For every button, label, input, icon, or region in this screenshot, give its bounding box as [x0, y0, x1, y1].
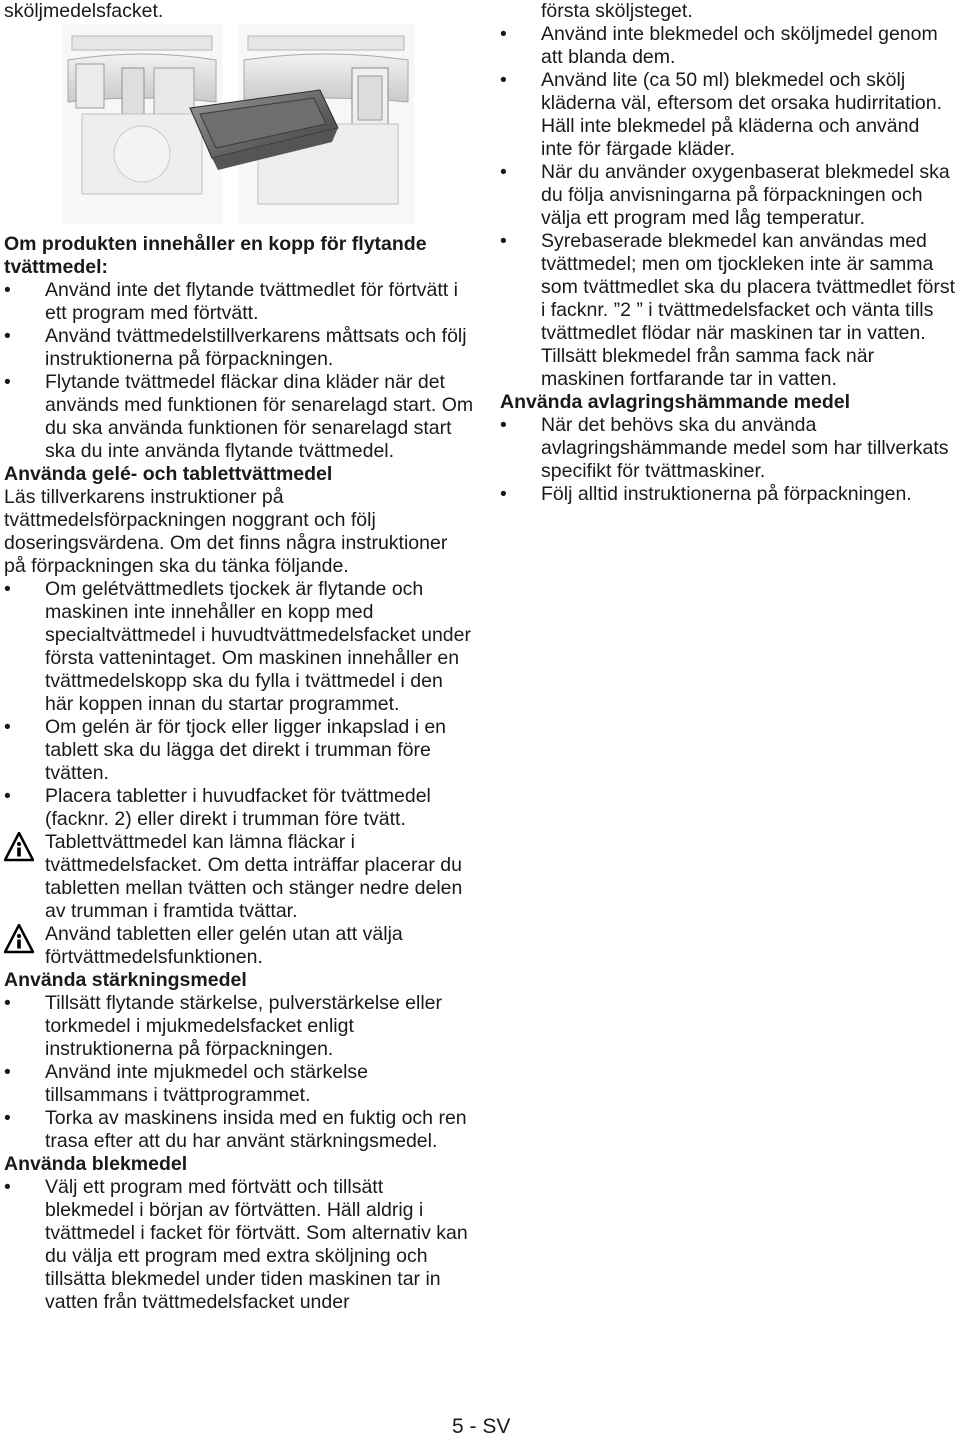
bullet-item: • Följ alltid instruktionerna på förpackningen.: [500, 483, 956, 506]
note-text: Tablettvättmedel kan lämna fläckar i tvättmedelsfacket. Om detta inträffar placerar du tabletten mellan tvätten och stänger nedre delen av trumman i framtida tvättar.: [45, 831, 463, 922]
info-icon: [4, 924, 34, 954]
bullet-item: • Syrebaserade blekmedel kan användas med tvättmedel; men om tjockleken inte är samma som tvättmedlet ska du placera tvättmedlet först i facknr. ”2 ” i tvättmedelsfacket och vänta tills tvättmedlet flödar när maskinen tar in vatten. Tillsätt blekmedel från samma fack när maskinen fortfarande tar in vatten.: [500, 230, 956, 391]
info-note: [4, 923, 474, 969]
left-column: [4, 0, 474, 1314]
bullet-item: • Använd inte mjukmedel och stärkelse tillsammans i tvättprogrammet.: [4, 1061, 474, 1107]
bullet-item: • Tillsätt flytande stärkelse, pulverstärkelse eller torkmedel i mjukmedelsfacket enligt instruktionerna på förpackningen.: [4, 992, 474, 1061]
bullet-item: • Använd inte det flytande tvättmedlet för förtvätt i ett program med förtvätt.: [4, 279, 474, 325]
section-heading: Använda blekmedel: [4, 1153, 188, 1175]
bullet-item: • Använd inte blekmedel och sköljmedel genom att blanda dem.: [500, 23, 956, 69]
bullet-item: • När du använder oxygenbaserat blekmedel ska du följa anvisningarna på förpackningen och välja ett program med låg temperatur.: [500, 161, 956, 230]
note-text: Använd tabletten eller gelén utan att välja förtvättmedelsfunktionen.: [45, 923, 403, 968]
section-heading: Använda stärkningsmedel: [4, 969, 247, 991]
page-number: 5 - SV: [452, 1415, 511, 1438]
bullet-item: • Välj ett program med förtvätt och tillsätt blekmedel i början av förtvätten. Häll aldrig i tvättmedel i facket för förtvätt. Som alternativ kan du välja ett program med extra sköljning och tillsätta blekmedel under tiden maskinen tar in vatten från tvättmedelsfacket under: [4, 1176, 474, 1314]
bullet-item: • Om gelén är för tjock eller ligger inkapslad i en tablett ska du lägga det direkt i trumman före tvätten.: [4, 716, 474, 785]
bullet-item: • Flytande tvättmedel fläckar dina kläder när det används med funktionen för senarelagd start. Om du ska använda funktionen för senarelagd start ska du inte använda flytande tvättmedel.: [4, 371, 474, 463]
continuation-text: första sköljsteget.: [541, 0, 693, 22]
detergent-drawer-image: [62, 24, 414, 224]
bullet-item: • Använd tvättmedelstillverkarens måttsats och följ instruktionerna på förpackningen.: [4, 325, 474, 371]
continuation-text: sköljmedelsfacket.: [4, 0, 164, 22]
info-note: [4, 831, 474, 923]
section-intro: Läs tillverkarens instruktioner på tvättmedelsförpackningen noggrant och följ doseringsvärdena. Om det finns några instruktioner på förpackningen ska du tänka följande.: [4, 486, 448, 577]
section-heading: Om produkten innehåller en kopp för flytande tvättmedel:: [4, 233, 427, 278]
section-heading: Använda gelé- och tablettvättmedel: [4, 463, 333, 485]
info-icon: [4, 832, 34, 862]
bullet-item: • Placera tabletter i huvudfacket för tvättmedel (facknr. 2) eller direkt i trumman före tvätt.: [4, 785, 474, 831]
section-heading: Använda avlagringshämmande medel: [500, 391, 851, 413]
detergent-drawer-illustration: [62, 24, 414, 224]
bullet-item: • Använd lite (ca 50 ml) blekmedel och skölj kläderna väl, eftersom det orsaka hudirritation. Häll inte blekmedel på kläderna och använd inte för färgade kläder.: [500, 69, 956, 161]
bullet-item: • Om gelétvättmedlets tjockek är flytande och maskinen inte innehåller en kopp med specialtvättmedel i huvudtvättmedelsfacket under första vattenintaget. Om maskinen innehåller en tvättmedelskopp ska du fylla i tvättmedel i den här koppen innan du startar programmet.: [4, 578, 474, 716]
bullet-item: • När det behövs ska du använda avlagringshämmande medel som har tillverkats specifikt för tvättmaskiner.: [500, 414, 956, 483]
right-column: [500, 0, 956, 506]
bullet-item: • Torka av maskinens insida med en fuktig och ren trasa efter att du har använt stärkningsmedel.: [4, 1107, 474, 1153]
